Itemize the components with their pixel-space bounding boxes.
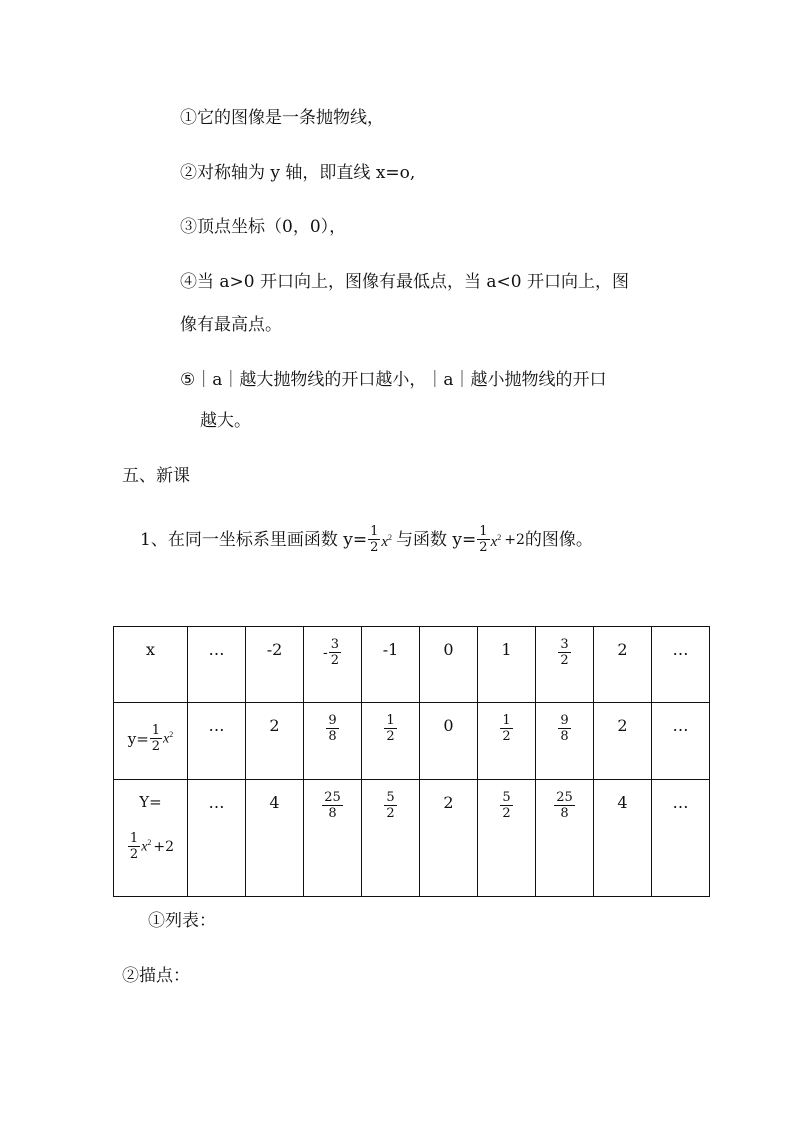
fraction <box>326 713 338 744</box>
label-text: x <box>145 640 156 659</box>
fraction-numerator: 3 <box>330 637 339 652</box>
fraction <box>384 713 396 744</box>
fraction-denominator: 2 <box>330 653 339 668</box>
table-cell <box>246 780 304 897</box>
cell-value: … <box>672 640 689 659</box>
fraction-numerator: 9 <box>560 713 569 728</box>
x-squared <box>141 838 151 856</box>
table-cell <box>478 627 536 703</box>
table-cell <box>188 703 246 780</box>
table-cell <box>420 703 478 780</box>
table-cell <box>304 780 362 897</box>
fraction-numerator: 1 <box>479 524 488 539</box>
fraction <box>322 790 343 821</box>
table-cell <box>362 703 420 780</box>
table-cell <box>246 627 304 703</box>
table-cell <box>652 780 710 897</box>
row-label-y1 <box>114 703 188 780</box>
fraction-numerator: 1 <box>129 831 139 846</box>
table-cell <box>362 780 420 897</box>
cell-value: -2 <box>266 640 283 659</box>
fraction-denominator: 2 <box>479 540 488 555</box>
fraction-denominator: 2 <box>386 729 395 744</box>
x-variable: x <box>490 533 498 550</box>
fraction <box>558 713 570 744</box>
table-cell <box>304 627 362 703</box>
exponent: 2 <box>388 532 393 542</box>
fraction-denominator: 8 <box>328 729 337 744</box>
table-cell <box>478 780 536 897</box>
fraction-numerator: 1 <box>151 723 161 738</box>
table-row-x <box>114 627 710 703</box>
cell-value: 1 <box>501 640 512 659</box>
value-table <box>113 626 710 897</box>
row-label-x <box>114 627 188 703</box>
table-cell <box>652 627 710 703</box>
problem-suffix: 的图像。 <box>524 529 593 550</box>
fraction-numerator: 25 <box>556 790 573 805</box>
cell-value: 4 <box>617 793 628 812</box>
table-row-y2 <box>114 780 710 897</box>
fraction-denominator: 2 <box>151 739 161 754</box>
table-cell <box>594 780 652 897</box>
half-fraction <box>477 524 489 555</box>
fraction-numerator: 9 <box>328 713 337 728</box>
cell-value: -1 <box>382 640 399 659</box>
table-cell <box>420 780 478 897</box>
row-label-y2 <box>114 780 188 897</box>
property-4: ④当 a>0 开口向上，图像有最低点，当 a<0 开口向上，图 <box>180 272 630 292</box>
fraction-numerator: 1 <box>370 524 379 539</box>
fraction-numerator: 3 <box>560 637 569 652</box>
fraction <box>500 790 512 821</box>
x-squared <box>381 527 392 553</box>
cell-value: 2 <box>269 716 280 735</box>
cell-value: 2 <box>443 793 454 812</box>
problem-prefix: 1、在同一坐标系里画函数 y= <box>140 529 368 550</box>
table-cell <box>594 627 652 703</box>
table-cell <box>246 703 304 780</box>
table-cell <box>304 703 362 780</box>
fraction-denominator: 8 <box>560 806 569 821</box>
cell-value: … <box>208 716 225 735</box>
table-cell <box>536 703 594 780</box>
table-cell <box>536 780 594 897</box>
property-4-continued: 像有最高点。 <box>180 315 282 335</box>
x-squared <box>491 527 502 553</box>
property-3: ③顶点坐标（0，0）， <box>180 217 347 237</box>
minus-sign: - <box>322 644 328 661</box>
table-cell <box>478 703 536 780</box>
x-variable: x <box>381 533 389 550</box>
cell-value: 2 <box>617 716 628 735</box>
property-2: ②对称轴为 y 轴，即直线 x=o, <box>180 163 416 183</box>
exponent: 2 <box>497 532 502 542</box>
plus-two: +2 <box>504 531 525 548</box>
fraction-numerator: 5 <box>386 790 395 805</box>
cell-value: … <box>672 716 689 735</box>
x-variable: x <box>141 839 148 855</box>
fraction-numerator: 1 <box>386 713 395 728</box>
step-list-table: ①列表： <box>148 911 216 931</box>
fraction <box>384 790 396 821</box>
exponent: 2 <box>147 837 152 847</box>
cell-value: 4 <box>269 793 280 812</box>
fraction-numerator: 25 <box>324 790 341 805</box>
exponent: 2 <box>169 729 174 739</box>
cell-value: … <box>208 793 225 812</box>
table-cell <box>362 627 420 703</box>
table-cell <box>188 780 246 897</box>
fraction-denominator: 2 <box>370 540 379 555</box>
problem-middle: 与函数 y= <box>396 529 477 550</box>
table-cell <box>652 703 710 780</box>
table-cell <box>188 627 246 703</box>
property-1: ①它的图像是一条抛物线， <box>180 108 384 128</box>
cell-value: … <box>208 640 225 659</box>
cell-value: 0 <box>443 716 454 735</box>
fraction-denominator: 2 <box>129 847 139 862</box>
section-title: 五、新课 <box>122 466 190 486</box>
half-fraction <box>150 723 162 754</box>
fraction-denominator: 8 <box>560 729 569 744</box>
fraction <box>329 637 341 668</box>
cell-value: 0 <box>443 640 454 659</box>
negative-fraction <box>323 637 342 668</box>
plus-two: +2 <box>153 838 175 855</box>
table-cell <box>420 627 478 703</box>
fraction-denominator: 2 <box>386 806 395 821</box>
cell-value: … <box>672 793 689 812</box>
half-fraction <box>368 524 380 555</box>
label-prefix: y= <box>127 729 149 748</box>
fraction-denominator: 2 <box>502 729 511 744</box>
fraction <box>500 713 512 744</box>
table-cell <box>536 627 594 703</box>
label-formula <box>114 831 187 862</box>
x-variable: x <box>163 731 170 747</box>
table-cell <box>594 703 652 780</box>
fraction-denominator: 2 <box>560 653 569 668</box>
fraction-denominator: 2 <box>502 806 511 821</box>
half-fraction <box>128 831 140 862</box>
property-5: ⑤｜a｜越大抛物线的开口越小，｜a｜越小抛物线的开口 <box>180 370 607 390</box>
property-5-continued: 越大。 <box>200 411 251 431</box>
table-row-y1 <box>114 703 710 780</box>
fraction-numerator: 1 <box>502 713 511 728</box>
problem-statement <box>140 524 593 555</box>
x-squared <box>163 730 173 748</box>
label-prefix: Y= <box>139 793 162 811</box>
fraction-denominator: 8 <box>328 806 337 821</box>
step-plot-points: ②描点： <box>122 966 190 986</box>
cell-value: 2 <box>617 640 628 659</box>
fraction <box>554 790 575 821</box>
fraction <box>558 637 570 668</box>
fraction-numerator: 5 <box>502 790 511 805</box>
